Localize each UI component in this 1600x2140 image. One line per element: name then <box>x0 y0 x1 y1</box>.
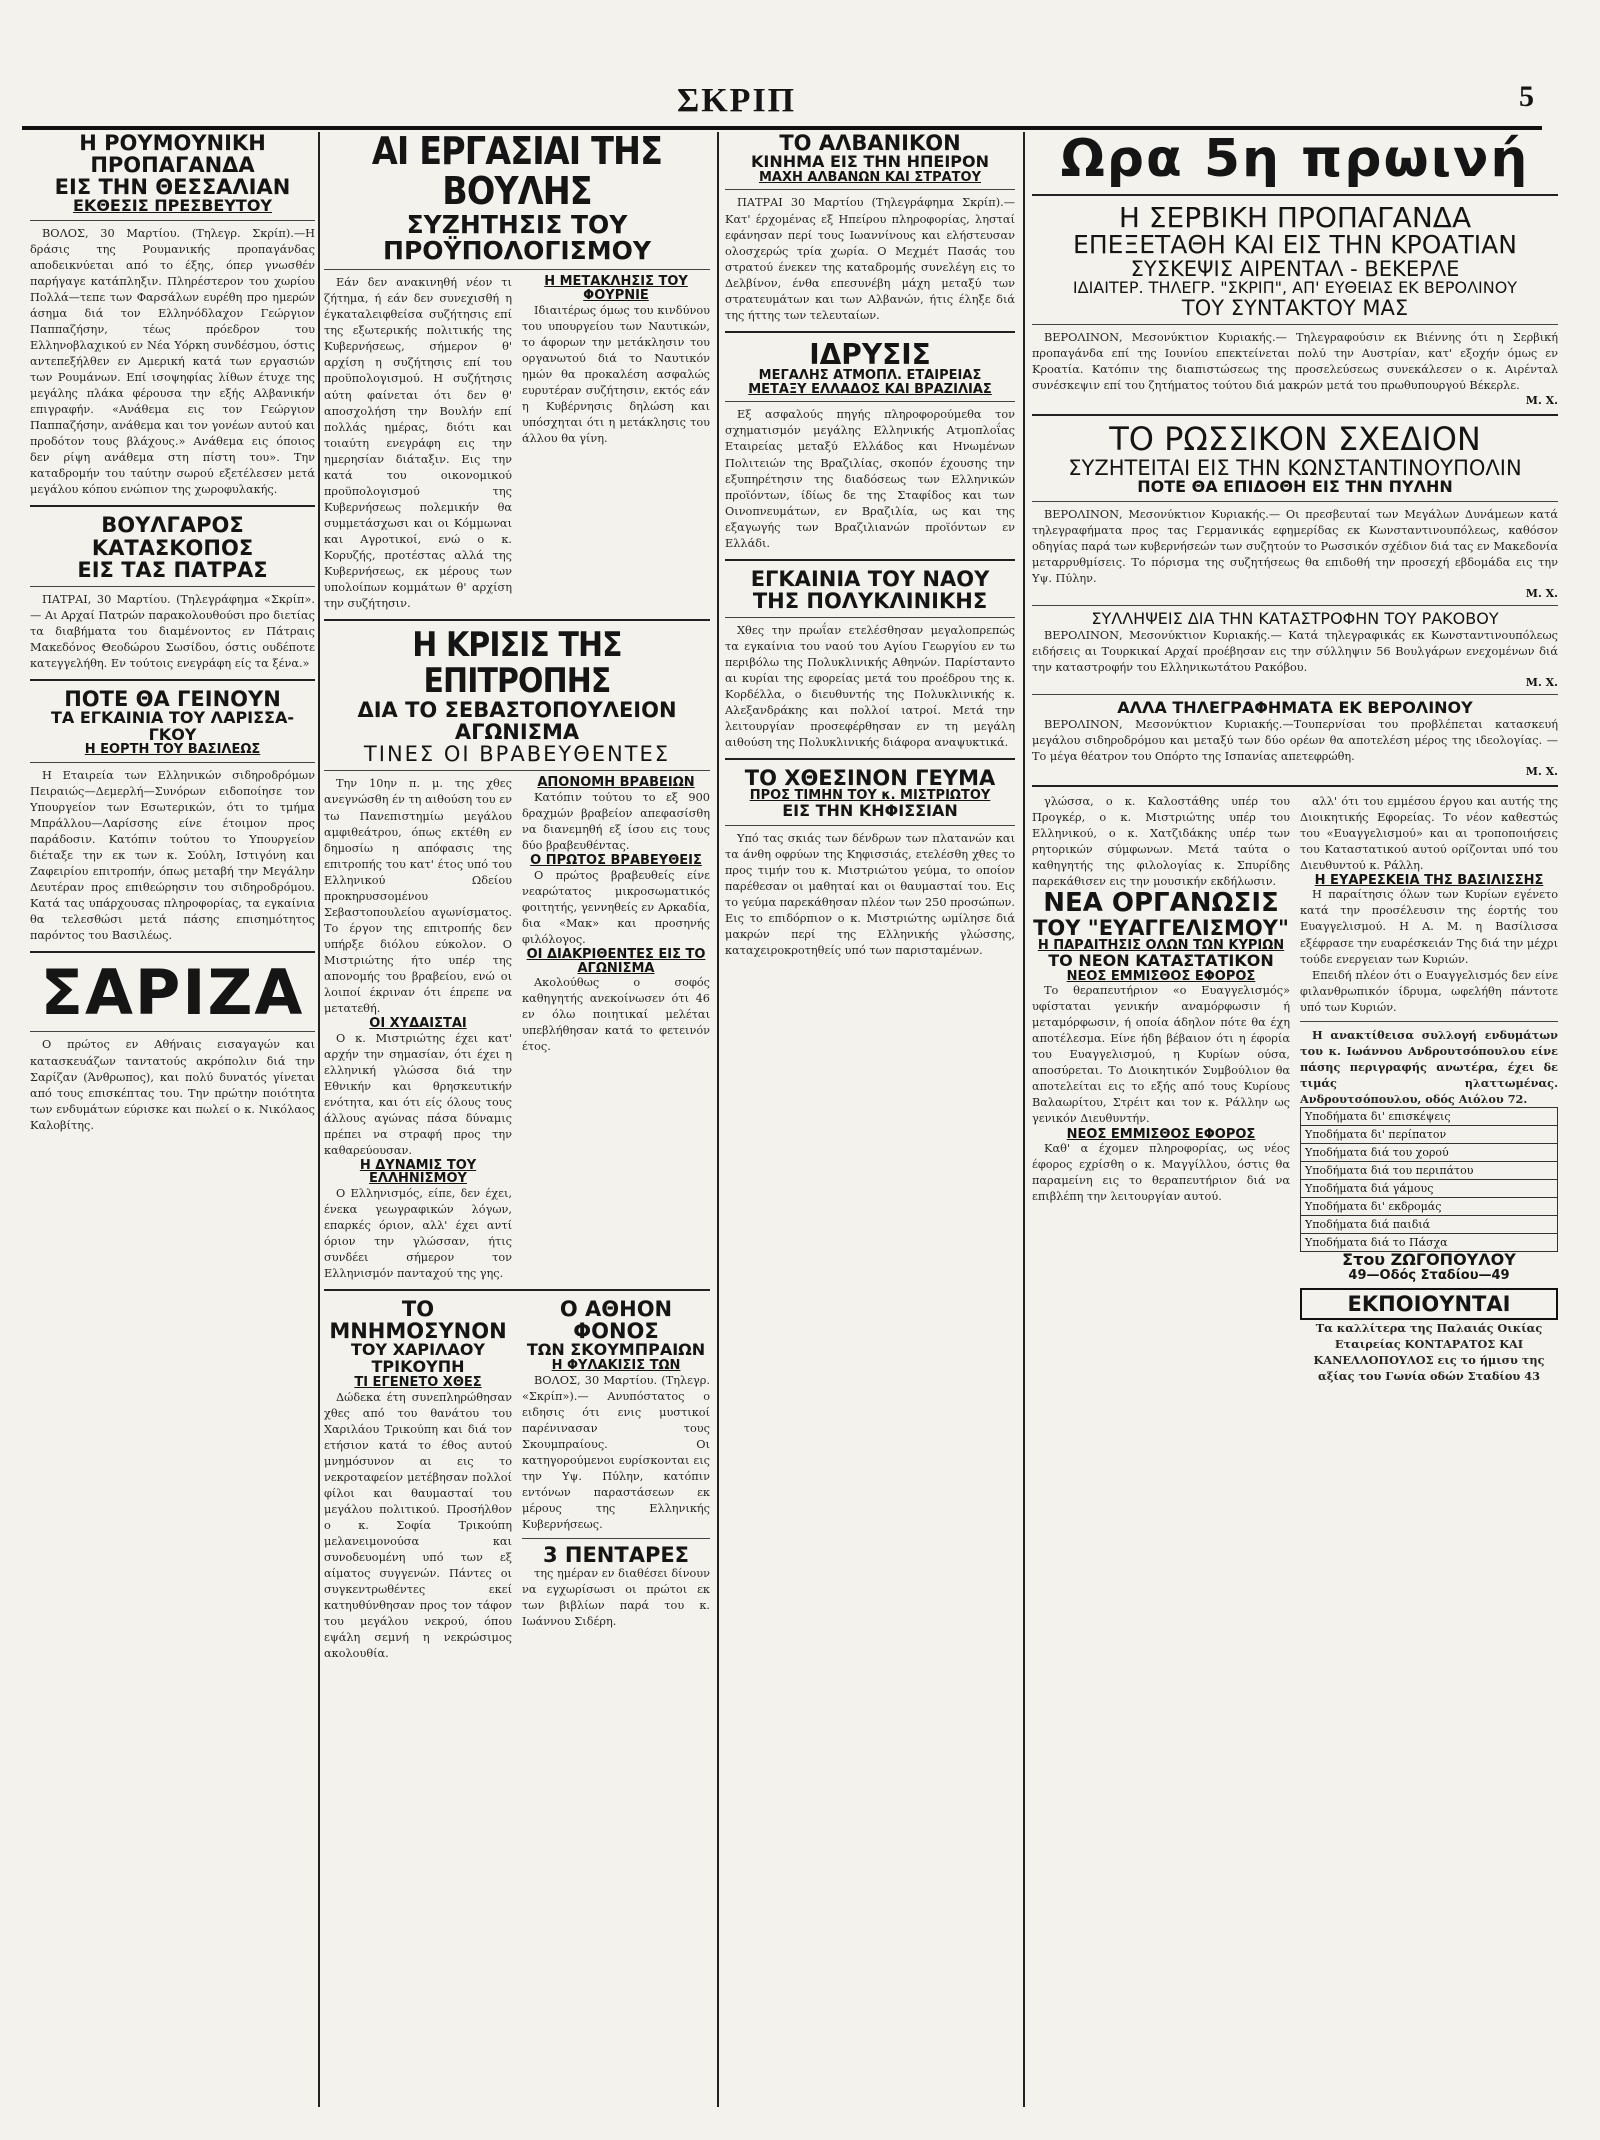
ad-row <box>1301 1107 1558 1125</box>
subhead-new-statute: ΤΟ ΝΕΟΝ ΚΑΤΑΣΤΑΤΙΚΟΝ <box>1048 950 1274 970</box>
column-rule <box>1023 132 1025 2107</box>
subhead-yesterday: ΤΙ ΕΓΕΝΕΤΟ ΧΘΕΣ <box>354 1374 482 1390</box>
headline-sariza-ad: ΣΑΡΙΖΑ <box>40 956 305 1030</box>
subhead-kifissia: ΕΙΣ ΤΗΝ ΚΗΦΙΣΣΙΑΝ <box>782 800 958 820</box>
headline-croatia: ΕΠΕΞΕΤΑΘΗ ΚΑΙ ΕΙΣ ΤΗΝ ΚΡΟΑΤΙΑΝ <box>1073 229 1517 259</box>
subhead-ambassador-report: ΕΚΘΕΣΙΣ ΠΡΕΣΒΕΥΤΟΥ <box>72 196 273 216</box>
article-body: Ο Ελληνισμός, είπε, δεν έχει, ένεκα γεωγραφικών λόγων, επαρκές όριον, αλλ' έχει αντί όριον την γλώσσαν, ήτις συνδέει σήμερον τον Ελληνισμόν πανταχού της γης. <box>324 1187 512 1281</box>
page-header <box>22 62 1542 130</box>
subhead-telegram: ΙΔΙΑΙΤΕΡ. ΤΗΛΕΓΡ. "ΣΚΡΙΠ", ΑΠ' ΕΥΘΕΙΑΣ ΕΚ ΒΕΡΟΛΙΝΟΥ <box>1072 278 1518 298</box>
article-body: Ακολούθως ο σοφός καθηγητής ανεκοίνωσεν ότι 46 εν όλω ποιητικαί μελέται υπεβλήθησαν κατά το φετεινόν έτος. <box>522 976 710 1054</box>
headline-romanian-propaganda: Η ΡΟΥΜΟΥΝΙΚΗ ΠΡΟΠΑΓΑΝΔΑ <box>79 132 266 178</box>
signature: Μ. Χ. <box>1525 394 1558 408</box>
headline-committee-crisis: Η ΚΡΙΣΙΣ ΤΗΣ ΕΠΙΤΡΟΠΗΣ <box>412 624 622 701</box>
article-body: ΒΕΡΟΛΙΝΟΝ, Μεσονύκτιον Κυριακής.— Τηλεγραφούσιν εκ Βιέννης ότι η Σερβική προπαγάνδα επί της Ιουνίου επεκτείνεται πολύ την Αυστρίαν, κατ' εξοχήν όμως εν Κροατία. Κατόπιν της διαπιστώσεως της προσελεύσεως συνεκάλεσεν ο κ. Αιρένταλ συνέσκεψιν επί του ζητήματος τούτου διά μακρών μετά του πρωθυπουργού Βέκερλε. <box>1032 331 1558 393</box>
column-2 <box>324 132 710 2107</box>
headline-arrests-rakovo: ΣΥΛΛΗΨΕΙΣ ΔΙΑ ΤΗΝ ΚΑΤΑΣΤΡΟΦΗΝ ΤΟΥ ΡΑΚΟΒΟΥ <box>1091 608 1499 628</box>
article-body: της ημέραν εν διαθέσει δίνουν να εγχωρίσωσι οι πρώτοι εκ των βιβλίων παρά του κ. Ιωάννου Σιδέρη. <box>522 1567 710 1629</box>
ad-item: Υποδήματα διά παιδιά <box>1301 1215 1558 1233</box>
notice-clothing: Η ανακτίθεισα συλλογή ενδυμάτων του κ. Ιωάννου Ανδρουτσόπουλου είνε πάσης περιγραφής ανωτέρα, έχει δε τιμάς ηλαττωμένας. Ανδρουτσόπουλου, οδός Αιόλου 72. <box>1300 1027 1558 1106</box>
article-body: Υπό τας σκιάς των δένδρων των πλατανών και τα άνθη οφρύων της Κηφισσιάς, ετελέσθη χθες το προς τιμήν του κ. Μιστριώτου γεύμα, το οποίον παρέθεσαν οι μαθηταί και οι θαυμασταί του. Εις το γεύμα παρεκάθησαν πλέον των 250 προσώπων. Εις το επιδόρπιον ο κ. Μιστριώτης ωμίλησε διά μακρών περί της Ελληνικής γλώσσης, καταχειροκροτηθείς υπό των παρισταμένων. <box>725 831 1015 957</box>
article-body: Ο κ. Μιστριώτης έχει κατ' αρχήν την σημασίαν, ότι έχει η ελληνική γλώσσα διά την Εθνικήν και θρησκευτικήν ενότητα, και ότι είς όλους τους άλλους αγώνας πάσα δύναμις πρέπει να στραφή προς την καθαρεύουσαν. <box>324 1031 512 1157</box>
ad-item: Υποδήματα διά του περιπάτου <box>1301 1161 1558 1179</box>
headline-parliament-work: ΑΙ ΕΡΓΑΣΙΑΙ ΤΗΣ ΒΟΥΛΗΣ <box>371 132 663 213</box>
column-4 <box>1032 132 1558 2107</box>
article-body: Επειδή πλέον ότι ο Ευαγγελισμός δεν είνε φιλανθρωπικόν ίδρυμα, ωφελήθη πάντοτε υπό των Κυριών. <box>1300 968 1558 1014</box>
headline-albanian: ΤΟ ΑΛΒΑΝΙΚΟΝ <box>779 132 961 155</box>
signature: Μ. Χ. <box>1525 586 1558 600</box>
ad-row <box>1301 1161 1558 1179</box>
ad-item: Υποδήματα δι' περίπατον <box>1301 1125 1558 1143</box>
article-body: Χθες την πρωΐαν ετελέσθησαν μεγαλοπρεπώς τα εγκαίνια του ναού του Αγίου Γεωργίου εν τω περιβόλω της Πολυκλινικής Αθηνών. Παρίσταντο αι κυρίαι της εφορείας μετά του προέδρου της κ. Κορδέλλα, ο διευθυντής της Πολυκλινικής κ. Αλεξανδράκης και πολλοί ιατροί. Μετά την λειτουργίαν προσεφέρθησαν εν τη μεγάλη αιθούση της Πολυκλινικής διάφορα αναψυκτικά. <box>725 623 1015 749</box>
headline-trikoupis: ΤΟΥ ΧΑΡΙΛΑΟΥ ΤΡΙΚΟΥΠΗ <box>350 1340 486 1377</box>
headline-dinner: ΤΟ ΧΘΕΣΙΝΟΝ ΓΕΥΜΑ <box>744 766 996 791</box>
subhead-awards: ΑΠΟΝΟΜΗ ΒΡΑΒΕΙΩΝ <box>537 775 695 791</box>
article-body: ΒΟΛΟΣ, 30 Μαρτίου. (Τηλεγρ. «Σκρίπ»).— Ανυπόστατος ο ειδησις ότι ενις μυστικοί παρένινασαν τους Σκουμπραίους. Οι κατηγορούμενοι ευρίσκονται εις την Υψ. Πύλην, κατόπιν εντόνων παραστάσεων εκ μέρους της Ελληνικής Κυβερνήσεως. <box>522 1373 710 1532</box>
subhead-king-feast: Η ΕΟΡΤΗ ΤΟΥ ΒΑΣΙΛΕΩΣ <box>84 742 261 758</box>
headline-memorial: ΤΟ ΜΝΗΜΟΣΥΝΟΝ <box>329 1297 507 1344</box>
headline-polyclinic: ΤΗΣ ΠΟΛΥΚΛΙΝΙΚΗΣ <box>752 588 988 613</box>
ad-item: Υποδήματα διά γάμους <box>1301 1179 1558 1197</box>
headline-thessaly: ΕΙΣ ΤΗΝ ΘΕΣΣΑΛΙΑΝ <box>54 175 291 200</box>
article-body: Καθ' α έχομεν πληροφορίας, ως νέος έφορος εχρίσθη ο κ. Μαγγίλλου, όστις θα παραμείνη εις το θεραπευτήριον διά να επιβλέπη την λειτουργίαν αυτού. <box>1032 1142 1290 1204</box>
headline-steamship-company: ΜΕΓΑΛΗΣ ΑΤΜΟΠΛ. ΕΤΑΙΡΕΙΑΣ <box>758 368 982 384</box>
subhead-queen-satisfaction: Η ΕΥΑΡΕΣΚΕΙΑ ΤΗΣ ΒΑΣΙΛΙΣΣΗΣ <box>1314 872 1544 888</box>
subhead-resignation: Η ΠΑΡΑΙΤΗΣΙΣ ΟΛΩΝ ΤΩΝ ΚΥΡΙΩΝ <box>1037 938 1285 954</box>
subhead-new-ephor-2: ΝΕΟΣ ΕΜΜΙΣΘΟΣ ΕΦΟΡΟΣ <box>1066 1126 1256 1142</box>
ad-row <box>1301 1125 1558 1143</box>
headline-epirus-movement: ΚΙΝΗΜΑ ΕΙΣ ΤΗΝ ΗΠΕΙΡΟΝ <box>750 152 990 172</box>
ad-row <box>1301 1179 1558 1197</box>
column-rule <box>717 132 719 2107</box>
ad-row <box>1301 1233 1558 1251</box>
shop-address: 49—Οδός Σταδίου—49 <box>1348 1267 1510 1283</box>
article-body: Η παραίτησις όλων των Κυρίων εγένετο κατά την προσέλευσιν της έορτής του Ευαγγελισμού. Η Α. Μ. η Βασίλισσα εξέφρασε την ευαρέσκειάν Της διά την μέχρι τούδε ενεργειαν των Κυριών. <box>1300 888 1558 966</box>
article-body: Κατόπιν τούτου το εξ 900 δραχμών βραβείον απεφασίσθη να διανεμηθή εξ ίσου εις τους δύο βραβευθέντας. <box>522 791 710 853</box>
headline-meeting: ΣΥΣΚΕΨΙΣ ΑΙΡΕΝΤΑΛ - ΒΕΚΕΡΛΕ <box>1130 257 1460 282</box>
headline-larissa: ΤΑ ΕΓΚΑΙΝΙΑ ΤΟΥ ΛΑΡΙΣΣΑ-ΓΚΟΥ <box>50 707 295 744</box>
headline-budget-debate: ΣΥΖΗΤΗΣΙΣ ΤΟΥ ΠΡΟΫΠΟΛΟΓΙΣΜΟΥ <box>383 209 651 266</box>
headline-constantinople: ΣΥΖΗΤΕΙΤΑΙ ΕΙΣ ΤΗΝ ΚΩΝΣΤΑΝΤΙΝΟΥΠΟΛΙΝ <box>1068 455 1522 480</box>
headline-bulgarian-spy: ΒΟΥΛΓΑΡΟΣ ΚΑΤΑΣΚΟΠΟΣ <box>91 513 254 560</box>
headline-new-organization: ΝΕΑ ΟΡΓΑΝΩΣΙΣ <box>1043 887 1279 918</box>
ad-body: Ο πρώτος εν Αθήναις εισαγαγών και κατασκευάζων ταντατούς ακρόπολιν διά την Σαρίζαν (Άνθρωπος), και πολύ δυνατός γίνεται από τους επισκέπτας του. Την πρώτην ποιότητα των ενδυμάτων εύρισκε και πωλεί ο κ. Νικόλαος Καλοβίτης. <box>30 1038 315 1132</box>
column-1 <box>30 132 315 2107</box>
headline-evangelismos: ΤΟΥ "ΕΥΑΓΓΕΛΙΣΜΟΥ" <box>1033 916 1289 941</box>
sale-body: Τα καλλίτερα της Παλαιάς Οικίας Εταιρείας ΚΟΝΤΑΡΑΤΟΣ ΚΑΙ ΚΑΝΕΛΛΟΠΟΥΛΟΣ εις το ήμισυ της αξίας του Γωνία οδών Σταδίου 43 <box>1313 1321 1545 1384</box>
headline-three-pentares: 3 ΠΕΝΤΑΡΕΣ <box>542 1543 690 1568</box>
article-body: ΒΕΡΟΛΙΝΟΝ, Μεσονύκτιον Κυριακής.— Οι πρεσβευταί των Μεγάλων Δυνάμεων κατά τηλεγραφήματα προς τας Γερμανικάς εφημερίδας εκ Κωνσταντινουπόλεως, καθόσον οδηγίας παρά των κυβερνήσεών των συζητούν το Ρωσσικόν σχέδιον διά τας εν Μακεδονία μεταρρυθμίσεις. Το πόρισμα της συζητήσεως θα επιδοθή την προσεχή εβδομάδα εις την Υψ. Πύλην. <box>1032 507 1558 585</box>
article-body: αλλ' ότι του εμμέσου έργου και αυτής της Διοικητικής Εφορείας. Το νέον καθεστώς του «Ευαγγελισμού» και αι τροποποιήσεις του Καταστατικού αυτού ορίζονται υπό του Διευθυντού κ. Ράλλη. <box>1300 794 1558 872</box>
ad-item: Υποδήματα δι' εκδρομάς <box>1301 1197 1558 1215</box>
headline-russian-plan: ΤΟ ΡΩΣΣΙΚΟΝ ΣΧΕΔΙΟΝ <box>1109 420 1481 459</box>
subhead-hellenism-power: Η ΔΥΝΑΜΙΣ ΤΟΥ ΕΛΛΗΝΙΣΜΟΥ <box>359 1157 477 1187</box>
article-body: γλώσσα, ο κ. Καλοστάθης υπέρ του Προγκέρ, ο κ. Μιστριώτης υπέρ του Ελληνικού, ο κ. Χατζιδάκης υπέρ των ρητορικών σύμφωνων. Μετά ταύτα ο καθηγητής της φιλολογίας κ. Σπυρίδης παρεκάθισεν εις την μουσικήν εκδήλωσιν. <box>1032 794 1290 888</box>
headline-founding: ΙΔΡΥΣΙΣ <box>809 337 931 371</box>
subhead-correspondent: ΤΟΥ ΣΥΝΤΑΚΤΟΥ ΜΑΣ <box>1181 296 1409 321</box>
headline-winners: ΤΙΝΕΣ ΟΙ ΒΡΑΒΕΥΘΕΝΤΕΣ <box>363 742 671 767</box>
subhead-distinguished: ΟΙ ΔΙΑΚΡΙΘΕΝΤΕΣ ΕΙΣ ΤΟ ΑΓΩΝΙΣΜΑ <box>526 947 706 976</box>
subhead-vulgarists: ΟΙ ΧΥΔΑΙΣΤΑΙ <box>369 1015 467 1031</box>
ad-row <box>1301 1197 1558 1215</box>
article-body: ΠΑΤΡΑΙ 30 Μαρτίου (Τηλεγράφημα Σκρίπ).—Κατ' έρχομένας εξ Ηπείρου πληροφορίας, λησταί εφάνησαν περί τους Ιωαννίνους και ελήστευσαν ολοσχερώς τρία χωρία. Ο Μεχμέτ Πασάς του στρατού ένεκεν της καταδρομής συνελέγη εις το Δελβίνον, ένθα επεσυνέβη μάχη μεταξύ των στρατευμάτων και των Αλβανών, ήτις έληξε διά της ήττης των τελευταίων. <box>725 196 1015 322</box>
page-number: 5 <box>1519 80 1534 113</box>
ad-row <box>1301 1215 1558 1233</box>
article-body: Ιδιαιτέρως όμως του κινδύνου του υπουργείου των Ναυτικών, το άφορων την μετάκλησιν του οργανωτού διά το Ναυτικόν ημών θα προκαλέση ασφαλώς ευρυτέραν συζήτησιν, εκτός εάν η Κυβέρνησις δηλώση και υπόσχηται ότι η μετάκλησις του άλλου θα γίνη. <box>522 303 710 445</box>
subhead-fournier: Η ΜΕΤΑΚΛΗΣΙΣ ΤΟΥ ΦΟΥΡΝΙΕ <box>544 274 688 303</box>
headline-murder: Ο ΑΘΗΟΝ ΦΟΝΟΣ <box>559 1297 673 1344</box>
headline-railway-opening: ΠΟΤΕ ΘΑ ΓΕΙΝΟΥΝ <box>64 686 281 711</box>
signature: Μ. Χ. <box>1525 764 1558 778</box>
article-body: Ο πρώτος βραβευθείς είνε νεαρώτατος μικροσωματικός φοιτητής, γεννηθείς εν Αρκαδία, δια «Μακ» και προσηνής φιλόλογος. <box>522 868 710 946</box>
subhead-battle: ΜΑΧΗ ΑΛΒΑΝΩΝ ΚΑΙ ΣΤΡΑΤΟΥ <box>758 169 982 185</box>
article-body: ΠΑΤΡΑΙ, 30 Μαρτίου. (Τηλεγράφημα «Σκρίπ».— Αι Αρχαί Πατρών παρακολουθούσι προ διετίας τα διαβήματα του διαμένοντος εν Πάτραις Μακεδόνος Θεοδώρου Σωσίδου, όστις ουδέποτε κατεγγελήθη. Εν τούτοις ενεγράφη είς τα ξένα.» <box>30 592 315 670</box>
article-body: Το θεραπευτήριον «ο Ευαγγελισμός» υφίσταται γενικήν αναμόρφωσιν ή μεταμόρφωσιν, ή οποία άδηλον πότε θα έχη αποτέλεσμα. Είνε ήδη βέβαιον ότι η έφορία του Ευαγγελισμού, η Κυρίων ούσα, αποσύρεται. Το Διοικητικόν Συμβούλιον θα αποτελείται εις το εξής από τους Κυρίους Βαλαωρίτου, Στρέιτ και τον κ. Ράλλην ως γενικόν Διευθυντήν. <box>1032 984 1290 1126</box>
subhead-porte: ΠΟΤΕ ΘΑ ΕΠΙΔΟΘΗ ΕΙΣ ΤΗΝ ΠΥΛΗΝ <box>1137 476 1453 496</box>
ad-row <box>1301 1143 1558 1161</box>
article-body: Δώδεκα έτη συνεπληρώθησαν χθες από του θανάτου του Χαριλάου Τρικούπη και διά τον ετήσιον κατά το έθος αυτού μνημόσυνον αι εις το νεκροταφείον μετέβησαν πολλοί φίλοι και θαυμασταί του μεγάλου πολιτικού. Προσήλθον ο κ. Σοφία Τρικούπη μελανειμονούσα και συνοδευομένη υπό των εξ αίματος συγγενών. Πάντες οι συγκεντρωθέντες εκεί κατηυθύνθησαν προς τον τάφον του μεγάλου νεκρού, όπου εψάλη σεμνή η νεκρώσιμος ακολουθία. <box>324 1390 512 1661</box>
signature: Μ. Χ. <box>1525 675 1558 689</box>
subhead-new-ephor: ΝΕΟΣ ΕΜΜΙΣΘΟΣ ΕΦΟΡΟΣ <box>1066 968 1256 984</box>
ad-item: Υποδήματα διά του χορού <box>1301 1143 1558 1161</box>
ad-item: Υποδήματα δι' επισκέψεις <box>1301 1107 1558 1125</box>
headline-skoumpraioi: ΤΩΝ ΣΚΟΥΜΠΡΑΙΩΝ <box>526 1340 706 1360</box>
headline-other-telegrams: ΑΛΛΑ ΤΗΛΕΓΡΑΦΗΜΑΤΑ ΕΚ ΒΕΡΟΛΙΝΟΥ <box>1117 697 1473 717</box>
article-body: ΒΟΛΟΣ, 30 Μαρτίου. (Τηλεγρ. Σκρίπ).—Η δράσις της Ρουμανικής προπαγάνδας αποδεικνύεται από το έξης, όπερ γνωσθέν παρήγαγε κατάπληξιν. Πληρέστερον του χωρίου Πολλά—τεπε των Φαρσάλων ευρέθη προ ημερών άσημα διά τον Ελληνόδλαχον Γεώργιον Παππαζήσην, τέως πρόεδρον του Ελληνοβλαχικού εν Νέα Υόρκη συνδέσμου, όστις αντεπεξήλθεν εν Αμερική κατά των εργασιών των Ρουμάνων. Επί ισοψηφίας λίθων έτυχε της μεγάλης πλάκα φέρουσα την εξής Αλβανικήν επιγραφήν. «Ανάθεμα εις τον Γεώργιον Παππαζήσην, ανάθεμα και τον γονέων αυτού και προδότον τους βλάχους.» Ανάθεμα εις όποιος δεν ρίψη ανάθεμα στη πίστη του». Την καταδρομήν του ταύτην σωρού εξετέλεσεν μετά μεγάλου κόπου ενώπιον της χωροφυλακής. <box>30 226 315 497</box>
article-body: ΒΕΡΟΛΙΝΟΝ, Μεσονύκτιον Κυριακής.— Κατά τηλεγραφικάς εκ Κωνσταντινουπόλεως ειδήσεις αι Τουρκικαί Αρχαί προέβησαν εις την σύλληψιν 56 Βουλγάρων ενεχομένων διά την καταστροφήν του Ελληνικωτάτου Ρακόβου. <box>1032 628 1558 674</box>
headline-sevastopouleion: ΔΙΑ ΤΟ ΣΕΒΑΣΤΟΠΟΥΛΕΙΟΝ ΑΓΩΝΙΣΜΑ <box>357 698 677 745</box>
article-body: ΒΕΡΟΛΙΝΟΝ, Μεσονύκτιον Κυριακής.—Τουπερνίσαι του προβλέπεται κατασκευή μεγάλου σιδηροδρόμου και μεταξύ των δύο ορέων θα αποτελέση μέρος της ιδεολογίας. — Το μέγα θέατρον του Οπόρτο της Ισπανίας απετεφρώθη. <box>1032 717 1558 763</box>
shoe-ad-table <box>1300 1107 1558 1252</box>
subhead-first-winner: Ο ΠΡΩΤΟΣ ΒΡΑΒΕΥΘΕΙΣ <box>530 853 702 869</box>
article-body: Την 10ην π. μ. της χθες ανεγνώσθη έν τη αιθούση του εν τω Πανεπιστημίω μεγάλου αμφιθεάτρου, όπως εκτέθη εν δημοσίω η απόφασις της επιτροπής του κατ' έτος υπό του Ελληνικού Ωδείου προκηρυσσομένου Σεβαστοπουλείου αγωνίσματος. Το έργον της επιτροπής δεν υπήρξε διόλου εύκολον. Ο Μιστριώτης ήτο υπέρ της απονομής του βραβείου, ενώ οι λοιποί έκριναν ότι έπρεπε να μετατεθή. <box>324 777 512 1015</box>
article-body: Εάν δεν ανακινηθή νέον τι ζήτημα, ή εάν δεν συνεχισθή η έγκαταλειφθείσα συζήτησις επί της εξωτερικής πολιτικής της Κυβερνήσεως, σήμερον θ' αρχίση η συζήτησις επί του προϋπολογισμού. Η συζήτησις αύτη φαίνεται ότι δεν θ' αποσχολήση την Βουλήν επί πολλάς ημέρας, διότι και τοιαύτη ενεγράφη εις την ημερησίαν διάταξιν. Εις την κατά του οικονομικού προϋπολογισμού της Κυβερνήσεως πολεμικήν θα συμμετάσχωσι και οι Κόμμωναι και Αγροτικοί, ενώ ο κ. Κορυζής, προτέστας αλλά της Κυβερνήσεως, εκ μέρους των υπολοίπων κομμάτων θ' αρχίση την συζήτησιν. <box>324 276 512 610</box>
subhead-imprisonment: Η ΦΥΛΑΚΙΣΙΣ ΤΩΝ <box>551 1358 681 1374</box>
article-body: Εξ ασφαλούς πηγής πληροφορούμεθα τον σχηματισμόν μεγάλης Ελληνικής Ατμοπλοΐας Εταιρείας μεταξύ Ελλάδος και Ηνωμένων Πολιτειών της Βραζιλίας, σκοπόν έχουσης την εξυπηρέτησιν της διαδόσεως των Ελληνικών προϊόντων, ίδίως δε της Σταφίδος και των Οινοπνευμάτων, εν Βραζιλία, ως και της εξαγωγής των Βραζιλιανών προϊόντων εν Ελλάδι. <box>725 408 1015 550</box>
shop-name: Στου ΖΩΓΟΠΟΥΛΟΥ <box>1342 1249 1516 1269</box>
subhead-honoring: ΠΡΟΣ ΤΙΜΗΝ ΤΟΥ κ. ΜΙΣΤΡΙΩΤΟΥ <box>749 788 991 804</box>
headline-serbian-propaganda: Η ΣΕΡΒΙΚΗ ΠΡΟΠΑΓΑΝΔΑ <box>1118 200 1472 234</box>
headline-5am: Ωρα 5η πρωινή <box>1060 132 1530 189</box>
article-body: Η Εταιρεία των Ελληνικών σιδηροδρόμων Πειραιώς—Δεμερλή—Συνόρων ειδοποίησε τον Υπουργείον των Εσωτερικών, ότι το τμήμα Μπράλλου—Λαρίσσης είνε έτοιμον προς παράδοσιν. Κατόπιν τούτου το Υπουργείον διέταξε την εκ των κ. Σούλη, Ιστιγόνη και Ζαφειρίου επιτροπήν, όπως μεταβή την Μεγάλην Δευτέραν προς επιθεώρησιν του σιδηροδρόμου. Κατά τας υπάρχουσας πληροφορίας, τα εγκαίνια θα τελεσθώσι μετά πάσης επισημότητος παρόντος του Βασιλέως. <box>30 769 315 943</box>
headline-church-opening: ΕΓΚΑΙΝΙΑ ΤΟΥ ΝΑΟΥ <box>750 566 990 591</box>
ad-item: Υποδήματα διά το Πάσχα <box>1301 1233 1558 1251</box>
column-rule <box>318 132 320 2107</box>
column-3 <box>725 132 1015 2107</box>
headline-patras: ΕΙΣ ΤΑΣ ΠΑΤΡΑΣ <box>77 557 268 582</box>
sale-banner: ΕΚΠΟΙΟΥΝΤΑΙ <box>1300 1288 1558 1320</box>
masthead: ΣΚΡΙΠ <box>677 82 797 119</box>
subhead-greece-brazil: ΜΕΤΑΞΥ ΕΛΛΑΔΟΣ ΚΑΙ ΒΡΑΖΙΛΙΑΣ <box>748 381 992 397</box>
